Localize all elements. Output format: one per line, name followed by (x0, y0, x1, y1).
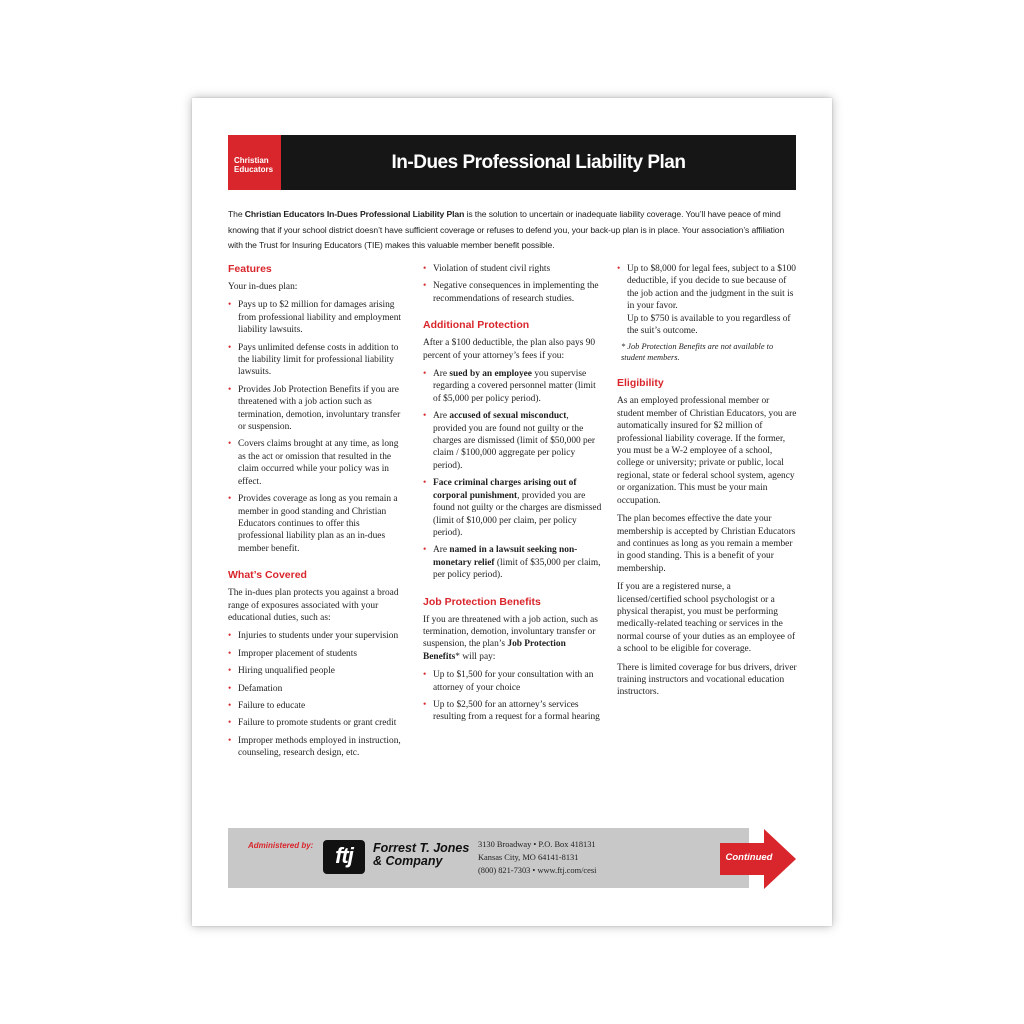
ftj-logo-icon: ftj (323, 840, 365, 874)
features-lead: Your in-dues plan: (228, 282, 298, 292)
list-item: • Up to $8,000 for legal fees, subject to a $100 deductible, if you decide to sue because of the job action and the judgment in the suit is in your favor. Up to $750 is available to you regardless of the suit’s outcome. (617, 263, 797, 337)
contact-info: 3130 Broadway • P.O. Box 418131 Kansas City, MO 64141-8131 (800) 821-7303 • www.ftj.com/cesi (478, 840, 597, 875)
list-item: • Hiring unqualified people (228, 665, 406, 677)
job-protection-list-continued (617, 263, 797, 337)
list-item: • Pays unlimited defense costs in addition to the liability limit for professional liability lawsuits. (228, 342, 406, 379)
eligibility-paragraph: As an employed professional member or student member of Christian Educators, you are automatically insured for $2 million of professional liability coverage. If the former, you must be a W-2 employee of a school, college or university; private or public, local regional, state or federal school system, agency or organization. This must be your main occupation. (617, 396, 797, 506)
list-item: • Violation of student civil rights (423, 263, 603, 275)
job-protection-heading: Job Protection Benefits (423, 595, 541, 608)
list-item: • Injuries to students under your supervision (228, 630, 406, 642)
list-item: • Face criminal charges arising out of corporal punishment, provided you are found not guilty or the charges are dismissed (limit of $10,000 per claim, per policy period). (423, 477, 603, 539)
column-3 (617, 263, 797, 705)
eligibility-paragraph: The plan becomes effective the date your membership is accepted by Christian Educators and continues as long as you remain a member in good standing. This is a benefit of your membership. (617, 514, 796, 574)
title-banner (228, 135, 796, 190)
features-list (228, 299, 406, 555)
list-item: • Are accused of sexual misconduct, provided you are found not guilty or the charges are dismissed (limit of $50,000 per claim / $100,000 aggregate per policy period). (423, 410, 603, 472)
list-item: • Provides coverage as long as you remain a member in good standing and Christian Educators continues to offer this professional liability plan as an in-dues member benefit. (228, 493, 406, 555)
additional-list (423, 368, 603, 582)
list-item: • Failure to promote students or grant credit (228, 717, 406, 729)
list-item: • Are named in a lawsuit seeking non-monetary relief (limit of $35,000 per claim, per policy period). (423, 544, 603, 581)
covered-heading: What’s Covered (228, 569, 307, 582)
covered-lead: The in-dues plan protects you against a broad range of exposures associated with your educational duties, such as: (228, 588, 399, 623)
intro-paragraph: The Christian Educators In-Dues Professional Liability Plan is the solution to uncertain or inadequate liability coverage. You’ll have peace of mind knowing that if your school district doesn’t have sufficient coverage or refuses to defend you, your back-up plan is in place. Your association’s affiliation with the Trust for Insuring Educators (TIE) makes this valuable member benefit possible. (228, 209, 785, 250)
list-item: • Pays up to $2 million for damages arising from professional liability and employment liability lawsuits. (228, 299, 406, 336)
continued-label[interactable]: Continued (725, 852, 773, 863)
page-title: In-Dues Professional Liability Plan (391, 152, 686, 173)
additional-lead: After a $100 deductible, the plan also pays 90 percent of your attorney’s fees if you: (423, 338, 596, 361)
list-item: • Up to $1,500 for your consultation with an attorney of your choice (423, 669, 603, 694)
column-2 (423, 263, 603, 729)
job-protection-note: * Job Protection Benefits are not available to student members. (621, 342, 774, 363)
eligibility-heading: Eligibility (617, 377, 664, 390)
list-item: • Improper methods employed in instruction, counseling, research design, etc. (228, 735, 406, 760)
list-item: • Negative consequences in implementing the recommendations of research studies. (423, 280, 603, 305)
document-page (192, 98, 832, 926)
list-item: • Failure to educate (228, 700, 406, 712)
list-item: • Defamation (228, 683, 406, 695)
job-protection-lead: If you are threatened with a job action, such as termination, demotion, involuntary transfer or suspension, the plan’s Job Protection Benefits* will pay: (423, 614, 598, 662)
additional-heading: Additional Protection (423, 319, 530, 332)
covered-list (228, 630, 406, 759)
list-item: • Up to $2,500 for an attorney’s services resulting from a request for a formal hearing (423, 699, 603, 724)
administered-by-label: Administered by: (248, 841, 314, 850)
christian-educators-logo: Christian Educators (228, 135, 281, 190)
company-name: Forrest T. Jones & Company (373, 841, 470, 868)
job-protection-list (423, 669, 603, 724)
list-item: • Covers claims brought at any time, as long as the act or omission that resulted in the claim occurred while your policy was in effect. (228, 438, 406, 488)
features-heading: Features (228, 263, 272, 275)
list-item: • Provides Job Protection Benefits if you are threatened with a job action such as termination, demotion, involuntary transfer or suspension. (228, 384, 406, 434)
footer-bar (228, 828, 749, 888)
list-item: • Improper placement of students (228, 648, 406, 660)
eligibility-paragraph: There is limited coverage for bus drivers, driver training instructors and vocational education instructors. (617, 662, 797, 698)
eligibility-paragraph: If you are a registered nurse, a licensed/certified school psychologist or a physical therapist, you must be performing medically-related teaching or services in the normal course of your duties as an employee of a school to be eligible for coverage. (617, 582, 796, 655)
covered-list-continued (423, 263, 603, 305)
column-1 (228, 263, 406, 765)
list-item: • Are sued by an employee you supervise regarding a covered personnel matter (limit of $5,000 per policy period). (423, 368, 603, 405)
